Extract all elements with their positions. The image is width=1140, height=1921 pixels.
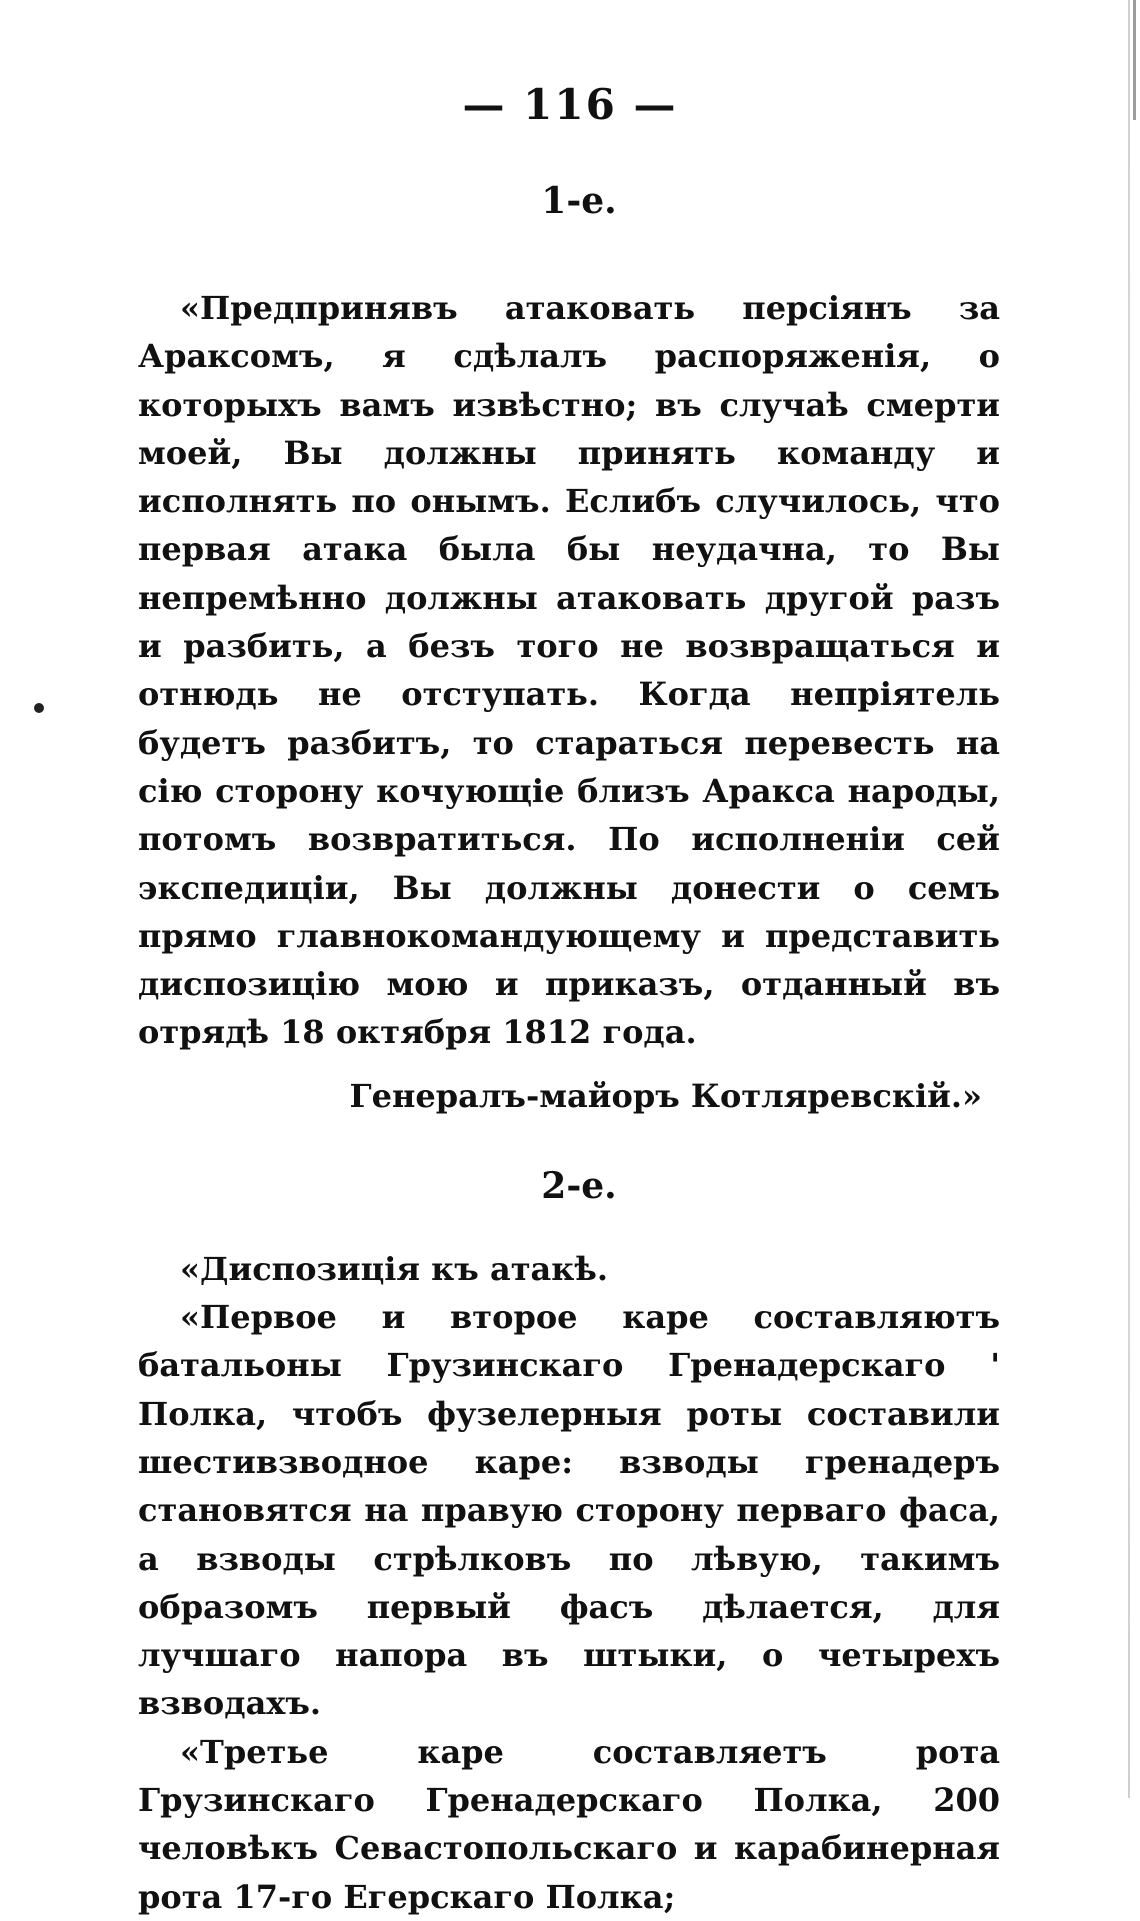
order-paragraph: «Предпринявъ атаковать персіянъ за Араксомъ, я сдѣлалъ распоряженія, о которыхъ вамъ извѣстно; въ случаѣ смерти моей, Вы должны принять команду и исполнять по онымъ. Еслибъ случилось, что первая атака была бы неудачна, то Вы непремѣнно должны атаковать другой разъ и разбить, а безъ того не возвращаться и отнюдь не отступать. Когда непріятель будетъ разбитъ, то стараться перевесть на сію сторону кочующіе близъ Аракса народы, потомъ возвратиться. По исполненіи сей экспедиціи, Вы должны донести о семъ прямо главнокомандующему и представить диспозицію мою и приказъ, отданный въ отрядѣ 18 октября 1812 года.: [138, 289, 1000, 1052]
section-heading-1: 1-е.: [541, 180, 617, 222]
disposition-paragraph-2: «Третье каре составляетъ рота Грузинскаго Гренадерскаго Полка, 200 человѣкъ Севастопольскаго и карабинерная рота 17-го Егерскаго Полка;: [138, 1732, 1000, 1916]
scan-edge-line: [1128, 0, 1130, 1798]
section-heading-2: 2-е.: [541, 1164, 617, 1207]
section-spacer: [138, 1217, 1000, 1245]
text-column: [138, 170, 1000, 1921]
page-number: — 116 —: [462, 80, 678, 129]
margin-dot-mark: [34, 703, 44, 713]
signature-line: Генералъ-майоръ Котляревскій.»: [349, 1076, 982, 1115]
disposition-title: «Диспозиція къ атакѣ.: [180, 1249, 609, 1288]
disposition-paragraph-1: «Первое и второе каре составляютъ батальоны Грузинскаго Гренадерскаго ' Полка, чтобъ фузелерныя роты составили шестивзводное каре: взводы гренадеръ становятся на правую сторону перваго фаса, а взводы стрѣлковъ по лѣвую, такимъ образомъ первый фасъ дѣлается, для лучшаго напора въ штыки, о четырехъ взводахъ.: [138, 1298, 1000, 1723]
